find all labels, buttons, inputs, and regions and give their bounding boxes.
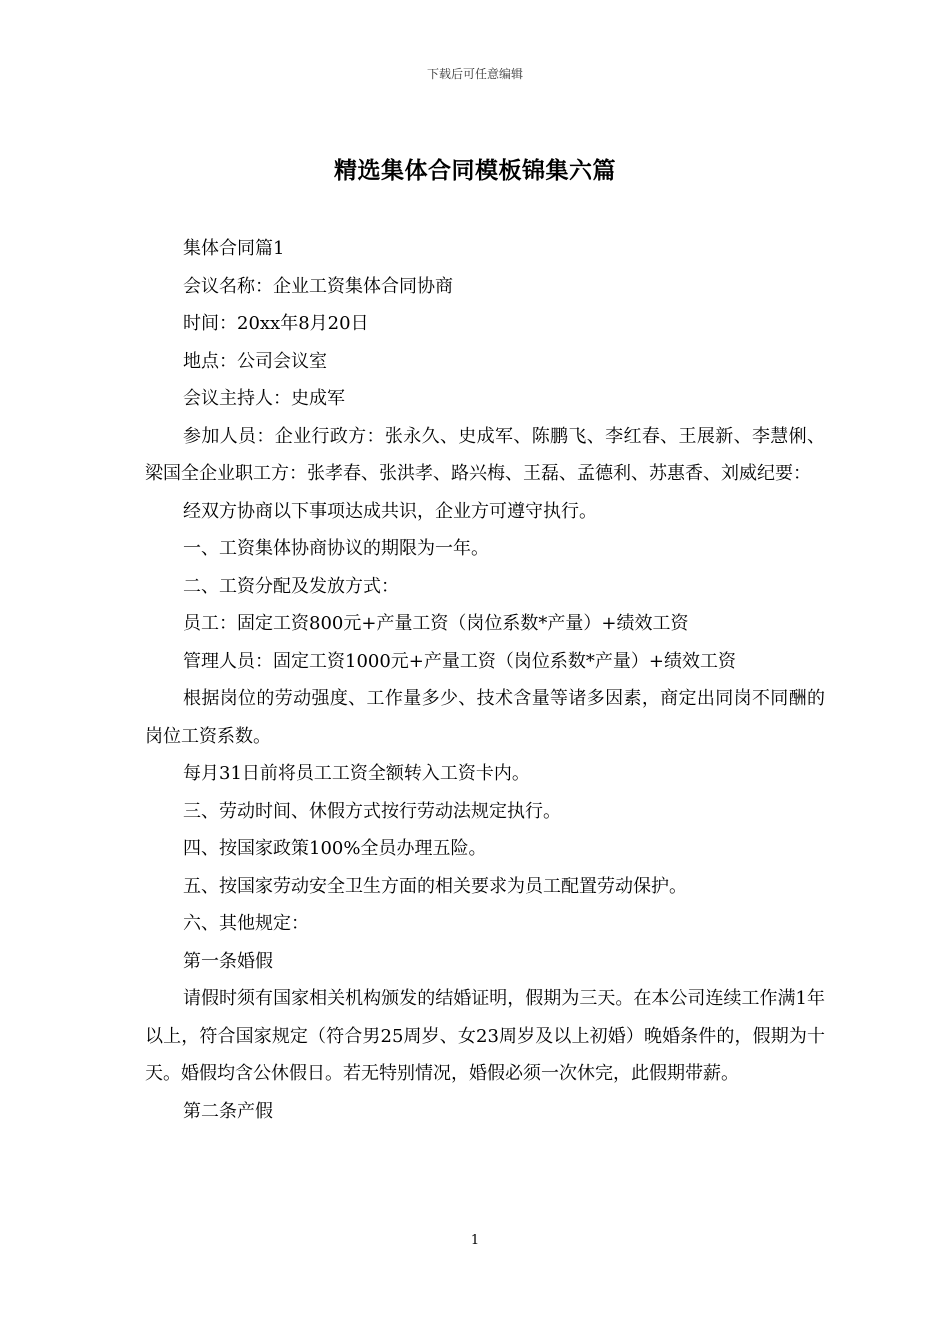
body-paragraph: 经双方协商以下事项达成共识，企业方可遵守执行。	[183, 500, 597, 522]
body-paragraph: 五、按国家劳动安全卫生方面的相关要求为员工配置劳动保护。	[183, 875, 687, 897]
body-paragraph: 三、劳动时间、休假方式按行劳动法规定执行。	[183, 800, 561, 822]
document-body	[145, 230, 825, 1130]
body-paragraph: 管理人员：固定工资1000元+产量工资（岗位系数*产量）+绩效工资	[183, 650, 736, 672]
article-heading: 第一条婚假	[183, 950, 273, 972]
page-header-note: 下载后可任意编辑	[426, 67, 523, 81]
article-heading: 第二条产假	[183, 1100, 273, 1122]
section-heading: 集体合同篇1	[183, 238, 285, 259]
body-paragraph: 四、按国家政策100%全员办理五险。	[183, 838, 487, 859]
meeting-location: 地点：公司会议室	[183, 350, 327, 372]
attendees: 参加人员：企业行政方：张永久、史成军、陈鹏飞、李红春、王展新、李慧俐、梁国全企业职工方：张孝春、张洪孝、路兴梅、王磊、孟德利、苏惠香、刘威纪要：	[145, 425, 825, 484]
page-number: 1	[470, 1233, 480, 1248]
body-paragraph: 一、工资集体协商协议的期限为一年。	[183, 538, 489, 559]
meeting-host: 会议主持人：史成军	[183, 388, 345, 409]
body-paragraph: 每月31日前将员工工资全额转入工资卡内。	[183, 763, 530, 784]
document-title: 精选集体合同模板锦集六篇	[334, 157, 616, 184]
body-paragraph: 请假时须有国家相关机构颁发的结婚证明，假期为三天。在本公司连续工作满1年以上，符合国家规定（符合男25周岁、女23周岁及以上初婚）晚婚条件的，假期为十天。婚假均含公休假日。若无特别情况，婚假必须一次休完，此假期带薪。	[145, 988, 825, 1084]
meeting-time: 时间：20xx年8月20日	[183, 313, 369, 334]
body-paragraph: 根据岗位的劳动强度、工作量多少、技术含量等诸多因素，商定出同岗不同酬的岗位工资系数。	[145, 688, 825, 747]
body-paragraph: 员工：固定工资800元+产量工资（岗位系数*产量）+绩效工资	[183, 613, 689, 634]
meeting-name: 会议名称：企业工资集体合同协商	[183, 275, 453, 297]
body-paragraph: 六、其他规定：	[183, 913, 309, 934]
body-paragraph: 二、工资分配及发放方式：	[183, 575, 399, 597]
